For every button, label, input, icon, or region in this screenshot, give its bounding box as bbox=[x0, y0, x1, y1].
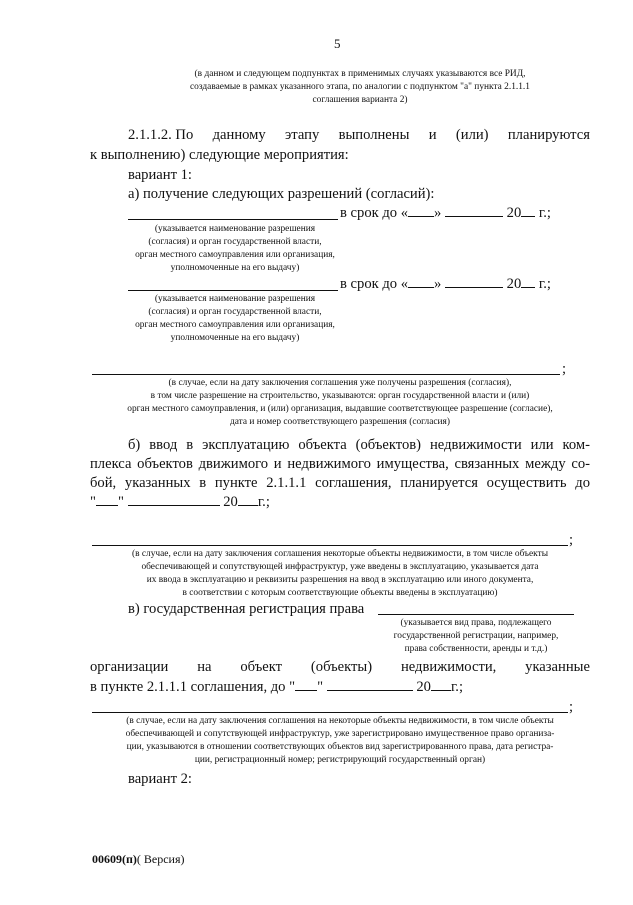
intro-note-line: (в данном и следующем подпунктах в применимых случаях указываются все РИД, bbox=[194, 69, 526, 79]
permit-note-line: (согласия) и орган государственной власти, bbox=[148, 307, 322, 317]
day-blank bbox=[408, 204, 434, 217]
year-suffix: г.; bbox=[538, 276, 551, 292]
year-blank bbox=[521, 275, 535, 288]
note-line: права собственности, аренды и т.д.) bbox=[404, 644, 548, 654]
date-quote: " bbox=[317, 679, 324, 695]
intro-note-line: создаваемые в рамках указанного этапа, по аналогии с подпунктом "а" пункта 2.1.1.1 bbox=[190, 82, 530, 92]
month-blank bbox=[128, 493, 220, 506]
note-line: обеспечивающей и сопутствующей инфраструктур, уже введены в эксплуатацию, указывается дата bbox=[141, 562, 539, 572]
note-line: их ввода в эксплуатацию и реквизиты разрешения на ввод в эксплуатацию или иного документа, bbox=[146, 575, 534, 585]
section-word: планируются bbox=[507, 127, 590, 143]
date-quote: " bbox=[90, 494, 96, 510]
line-terminator: ; bbox=[569, 532, 574, 548]
subitem-v-date bbox=[90, 678, 463, 697]
v-word: объект bbox=[240, 659, 283, 675]
subitem-b-date bbox=[90, 493, 270, 512]
form-version: ( Версия) bbox=[136, 852, 185, 866]
section-word: этапу bbox=[285, 127, 320, 143]
note-line: в том числе разрешение на строительство, указываются: орган государственной власти и (или) bbox=[150, 391, 530, 401]
date-quote: " bbox=[117, 494, 124, 510]
section-heading-line bbox=[128, 126, 590, 145]
section-word: 2.1.1.2. По bbox=[128, 127, 194, 143]
form-code: 00609(п) bbox=[92, 852, 137, 866]
deadline-quote: » bbox=[434, 276, 442, 292]
v-word: организации bbox=[90, 659, 169, 675]
permit-note-line: орган местного самоуправления или организация, bbox=[135, 250, 335, 260]
intro-note bbox=[120, 68, 600, 107]
note-line: в соответствии с которым соответствующие объекты введены в эксплуатацию) bbox=[182, 588, 498, 598]
registered-rights-blank bbox=[92, 712, 568, 713]
variant-2-label: вариант 2: bbox=[128, 771, 192, 787]
note-line: (в случае, если на дату заключения соглашения уже получены разрешения (согласия), bbox=[168, 378, 512, 388]
section-continuation: к выполнению) следующие мероприятия: bbox=[90, 147, 349, 163]
year-suffix: г.; bbox=[257, 494, 270, 510]
section-word: выполнены bbox=[338, 127, 410, 143]
subitem-b-line-3: бой, указанных в пункте 2.1.1.1 соглашения, планируется осуществить до bbox=[90, 475, 590, 491]
v-date-text: в пункте 2.1.1.1 соглашения, до " bbox=[90, 679, 296, 695]
line-terminator: ; bbox=[569, 699, 574, 715]
registration-note bbox=[76, 715, 604, 767]
note-line: (указывается вид права, подлежащего bbox=[400, 618, 552, 628]
deadline-label: в срок до « bbox=[340, 205, 409, 221]
year-prefix: 20 bbox=[416, 679, 431, 695]
permit-name-blank bbox=[128, 290, 338, 291]
variant-1-label: вариант 1: bbox=[128, 167, 192, 183]
commissioned-objects-blank bbox=[92, 545, 568, 546]
permit-deadline-line-2 bbox=[340, 275, 551, 294]
note-line: государственной регистрации, например, bbox=[393, 631, 559, 641]
section-word: и bbox=[428, 127, 437, 143]
form-code-footer bbox=[92, 852, 185, 867]
year-prefix: 20 bbox=[223, 494, 238, 510]
day-blank bbox=[96, 493, 118, 506]
subitem-v-heading: в) государственная регистрация права bbox=[128, 601, 365, 617]
subitem-b-line-1: б) ввод в эксплуатацию объекта (объектов) недвижимости или ком- bbox=[128, 437, 590, 453]
year-blank bbox=[431, 678, 451, 691]
note-line: (в случае, если на дату заключения соглашения некоторые объекты недвижимости, в том числе объекты bbox=[131, 549, 548, 559]
note-line: (в случае, если на дату заключения соглашения на некоторые объекты недвижимости, в том числе объекты bbox=[126, 716, 554, 726]
deadline-label: в срок до « bbox=[340, 276, 409, 292]
v-word: недвижимости, bbox=[400, 659, 497, 675]
permit-note-1 bbox=[128, 223, 342, 275]
right-type-note bbox=[378, 617, 574, 656]
subitem-b-line-2: плекса объектов движимого и недвижимого имущества, связанных между со- bbox=[90, 456, 590, 472]
year-blank bbox=[238, 493, 258, 506]
year-prefix: 20 bbox=[506, 276, 522, 292]
deadline-quote: » bbox=[434, 205, 442, 221]
right-type-blank bbox=[378, 614, 574, 615]
year-blank bbox=[521, 204, 535, 217]
section-word: (или) bbox=[455, 127, 489, 143]
permit-name-blank bbox=[128, 219, 338, 220]
permit-note-line: (согласия) и орган государственной власти, bbox=[148, 237, 322, 247]
note-line: ции, указываются в отношении соответствующих объектов вид зарегистрированного права, дата регистра- bbox=[126, 742, 554, 752]
page-number: 5 bbox=[334, 36, 341, 51]
permit-note-2 bbox=[128, 293, 342, 345]
note-line: дата и номер соответствующего разрешения (согласия) bbox=[229, 417, 450, 427]
v-word: на bbox=[197, 659, 212, 675]
obtained-permits-note bbox=[80, 377, 600, 429]
commissioning-note bbox=[78, 548, 602, 600]
day-blank bbox=[295, 678, 317, 691]
v-word: указанные bbox=[525, 659, 590, 675]
v-word: (объекты) bbox=[310, 659, 373, 675]
obtained-permits-blank bbox=[92, 374, 560, 375]
section-word: данному bbox=[212, 127, 266, 143]
month-blank bbox=[445, 275, 503, 288]
subitem-v-line-1 bbox=[90, 658, 590, 677]
note-line: орган местного самоуправления, и (или) организация, выдавшие соответствующее разрешение (согласие), bbox=[127, 404, 553, 414]
note-line: ции, регистрационный номер; регистрирующий государственный орган) bbox=[194, 755, 486, 765]
year-suffix: г.; bbox=[450, 679, 464, 695]
intro-note-line: соглашения варианта 2) bbox=[312, 95, 408, 105]
permit-note-line: (указывается наименование разрешения bbox=[154, 294, 316, 304]
year-suffix: г.; bbox=[538, 205, 551, 221]
permit-note-line: уполномоченные на его выдачу) bbox=[170, 333, 300, 343]
month-blank bbox=[445, 204, 503, 217]
note-line: обеспечивающей и сопутствующей инфраструктур, уже зарегистрировано имущественное право организа- bbox=[125, 729, 555, 739]
year-prefix: 20 bbox=[506, 205, 522, 221]
permit-deadline-line-1 bbox=[340, 204, 551, 223]
month-blank bbox=[327, 678, 413, 691]
permit-note-line: орган местного самоуправления или организация, bbox=[135, 320, 335, 330]
line-terminator: ; bbox=[562, 361, 567, 377]
permit-note-line: уполномоченные на его выдачу) bbox=[170, 263, 300, 273]
subitem-a-heading: а) получение следующих разрешений (согласий): bbox=[128, 186, 435, 202]
day-blank bbox=[408, 275, 434, 288]
permit-note-line: (указывается наименование разрешения bbox=[154, 224, 316, 234]
